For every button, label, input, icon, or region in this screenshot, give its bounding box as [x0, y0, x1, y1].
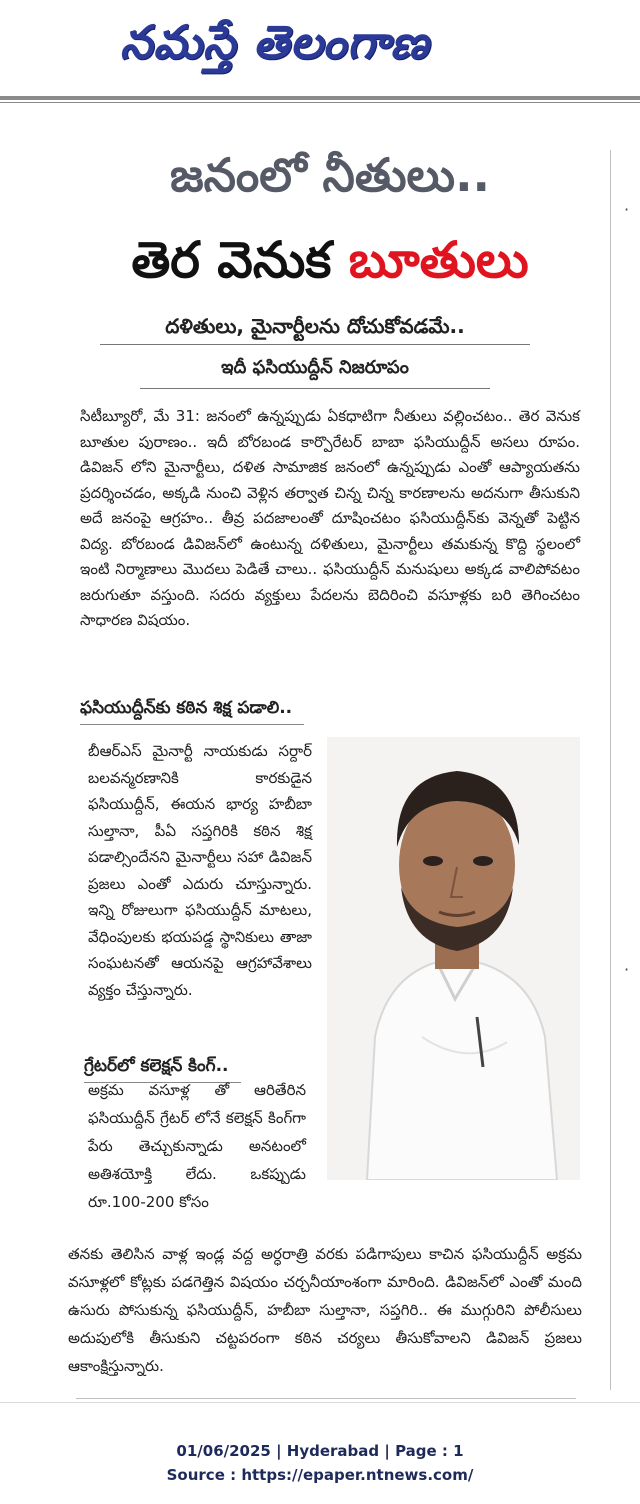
section-heading-punishment: ఫసియుద్దీన్‌కు కఠిన శిక్ష పడాలి.. — [80, 692, 304, 725]
deck-line-1: దళితులు, మైనార్టీలను దోచుకోవడమే.. — [100, 308, 530, 345]
article-end-rule — [76, 1398, 576, 1399]
headline-black-part: తెర వెనుక — [131, 231, 332, 289]
article-paragraph-closing: తనకు తెలిసిన వాళ్ల ఇండ్ల వద్ద అర్ధరాత్రి వరకు పడిగాపులు కాచిన ఫసియుద్దీన్ అక్రమ వసూళ్లలో కోట్లకు పడగెత్తిన విషయం చర్చనీయాంశంగా మారింది. డివిజన్‌లో ఎంతో మంది ఉసురు పోసుకున్న ఫసియుద్దీన్, హబీబా సుల్తానా, సప్తగిరి.. ఈ ముగ్గురిని పోలీసులు అదుపులోకి తీసుకుని చట్టపరంగా కఠిన చర్యలు తీసుకోవాలని డివిజన్ ప్రజలు ఆకాంక్షిస్తున్నారు. — [68, 1245, 582, 1375]
edition-info: 01/06/2025 | Hyderabad | Page : 1 — [176, 1442, 464, 1460]
column-divider — [610, 150, 611, 1390]
headline-line-2 — [60, 220, 600, 300]
article-paragraph-punishment: బీఆర్‌ఎస్ మైనార్టీ నాయకుడు సర్దార్ బలవన్మరణానికి కారకుడైన ఫసియుద్దీన్, ఈయన భార్య హబీబా సుల్తానా, పీఏ సప్తగిరికి కఠిన శిక్ష పడాల్సిందేనని మైనార్టీలు సహా డివిజన్ ప్రజలు ఎంతో ఎదురు చూస్తున్నారు. ఇన్ని రోజులుగా ఫసియుద్దీన్ మాటలు, వేధింపులకు భయపడ్డ స్థానికులు తాజా సంఘటనతో ఆయనపై ఆగ్రహావేశాలు వ్యక్తం చేస్తున్నారు. — [88, 742, 312, 999]
headline-red-part: బూతులు — [348, 231, 529, 289]
deck-line-2: ఇదీ ఫసియుద్దీన్ నిజరూపం — [140, 348, 490, 389]
source-url: Source : https://epaper.ntnews.com/ — [166, 1466, 474, 1484]
portrait-illustration — [327, 737, 580, 1180]
adjacent-column-fragment: · — [624, 960, 630, 979]
article-paragraph-intro: సిటీబ్యూరో, మే 31: జనంలో ఉన్నప్పుడు ఏకధాటిగా నీతులు వల్లించటం.. తెర వెనుక బూతుల పురాణం.. ఇదీ బోరబండ కార్పొరేటర్ బాబా ఫసియుద్దీన్ అసలు రూపం. డివిజన్ లోని మైనార్టీలు, దళిత సామాజిక జనంలో ఉన్నప్పుడు ఎంతో ఆప్యాయతను ప్రదర్శించడం, అక్కడి నుంచి వెళ్లిన తర్వాత చిన్న చిన్న కారణాలను అదనుగా తీసుకుని అదే జనంపై ఆగ్రహం.. తీవ్ర పదజాలంతో దూషించటం ఫసియుద్దీన్‌కు వెన్నతో పెట్టిన విద్య. బోరబండ డివిజన్‌లో ఉంటున్న దళితులు, మైనార్టీలు తమకున్న కొద్ది స్థలంలో ఇంటి నిర్మాణాలు మొదలు పెడితే చాలు.. ఫసియుద్దీన్ మనుషులు అక్కడ వాలిపోవటం జరుగుతూ వస్తుంది. సదరు వ్యక్తులు పేదలను బెదిరించి వసూళ్లకు బరి తెగించటం సాధారణ విషయం. — [80, 407, 580, 629]
masthead-rule-thin — [0, 102, 640, 103]
section-heading-collection-king: గ్రేటర్‌లో కలెక్షన్ కింగ్.. — [84, 1050, 241, 1083]
newspaper-masthead: నమస్తే తెలంగాణ — [120, 15, 430, 69]
article-paragraph-collection-king: అక్రమ వసూళ్ల తో ఆరితేరిన ఫసియుద్దీన్ గ్రేటర్ లోనే కలెక్షన్ కింగ్‌గా పేరు తెచ్చుకున్నాడు అనటంలో అతిశయోక్తి లేదు. ఒకప్పుడు రూ.100-200 కోసం — [88, 1081, 306, 1211]
page-bottom-rule — [0, 1402, 640, 1403]
masthead-rule — [0, 96, 640, 100]
adjacent-column-fragment: · — [624, 200, 630, 219]
portrait-photo — [327, 737, 580, 1180]
headline-line-1: జనంలో నీతులు.. — [169, 148, 491, 202]
